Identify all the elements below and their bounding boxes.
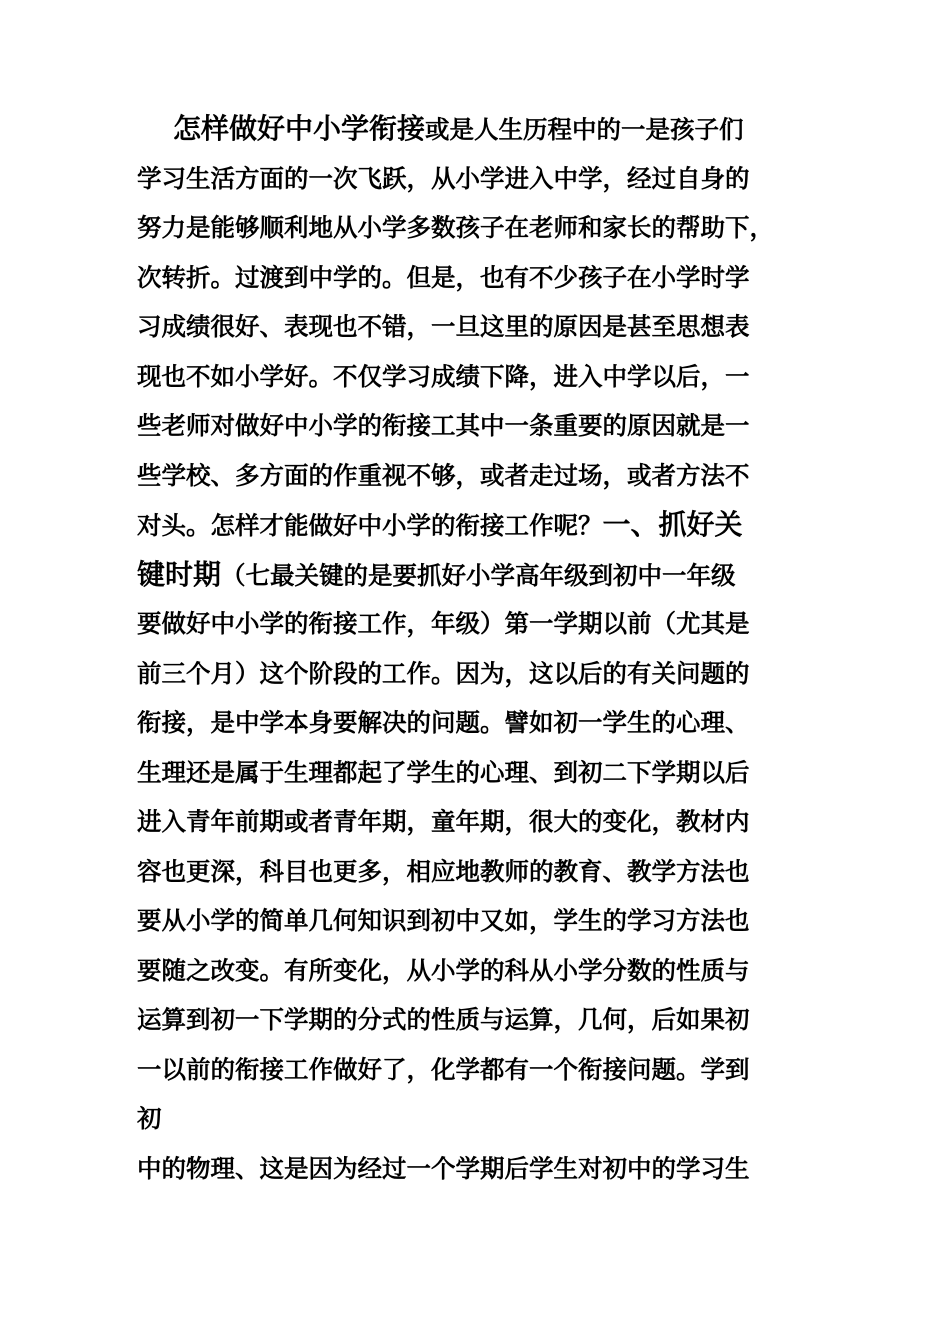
text-line — [137, 847, 837, 897]
text-line — [137, 1094, 837, 1144]
text-line — [137, 599, 837, 649]
text-line — [137, 500, 837, 550]
text-line — [137, 352, 837, 402]
line-text: 现也不如小学好。不仅学习成绩下降，进入中学以后，一 — [137, 361, 750, 391]
section-heading: 一、抓好关 — [602, 508, 743, 541]
text-line — [137, 797, 837, 847]
text-line — [137, 550, 837, 600]
line-text: 容也更深，科目也更多，相应地教师的教育、教学方法也 — [137, 856, 750, 886]
text-line — [137, 1144, 837, 1194]
line-text: 一以前的衔接工作做好了，化学都有一个衔接问题。学到 — [137, 1054, 750, 1084]
text-line — [137, 154, 837, 204]
line-text: 要从小学的简单几何知识到初中又如，学生的学习方法也 — [137, 906, 750, 935]
line-text: 前三个月）这个阶段的工作。因为，这以后的有关问题的 — [137, 658, 750, 688]
line-text: 些学校、多方面的作重视不够，或者走过场，或者方法不 — [137, 460, 750, 490]
text-line — [137, 896, 837, 946]
line-text: （七最关键的是要抓好小学高年级到初中一年级 — [221, 560, 736, 590]
line-text: 对头。怎样才能做好中小学的衔接工作呢？ — [137, 511, 603, 540]
line-text: 初 — [137, 1104, 162, 1133]
line-text: 运算到初一下学期的分式的性质与运算，几何，后如果初 — [137, 1005, 750, 1034]
text-line — [137, 995, 837, 1045]
line-text: 要做好中小学的衔接工作，年级）第一学期以前（尤其是 — [137, 609, 750, 638]
text-line — [137, 1045, 837, 1095]
line-text: 学习生活方面的一次飞跃，从小学进入中学，经过自身的 — [137, 163, 750, 193]
line-text: 次转折。过渡到中学的。但是，也有不少孩子在小学时学 — [137, 262, 750, 292]
line-text: 中的物理、这是因为经过一个学期后学生对初中的学习生 — [137, 1153, 750, 1183]
text-line — [137, 401, 837, 451]
line-text: 些老师对做好中小学的衔接工其中一条重要的原因就是一 — [137, 411, 750, 440]
text-line — [137, 203, 837, 253]
text-line — [137, 698, 837, 748]
text-line — [137, 649, 837, 699]
text-line — [137, 946, 837, 996]
text-line — [137, 748, 837, 798]
text-line — [137, 253, 837, 303]
text-line — [137, 451, 837, 501]
line-text: 衔接，是中学本身要解决的问题。譬如初一学生的心理、 — [137, 708, 750, 737]
line-text: 或是人生历程中的一是孩子们 — [425, 115, 744, 144]
line-text: 要随之改变。有所变化，从小学的科从小学分数的性质与 — [137, 955, 750, 985]
text-line — [137, 104, 837, 154]
text-line — [137, 302, 837, 352]
body-text — [137, 104, 837, 1193]
line-text: 进入青年前期或者青年期，童年期，很大的变化，教材内 — [137, 807, 750, 836]
title-heading: 怎样做好中小学衔接 — [173, 112, 426, 145]
section-heading: 键时期 — [137, 557, 222, 591]
line-text: 生理还是属于生理都起了学生的心理、到初二下学期以后 — [137, 757, 750, 787]
line-text: 习成绩很好、表现也不错，一旦这里的原因是甚至思想表 — [137, 312, 750, 341]
line-text: 努力是能够顺利地从小学多数孩子在老师和家长的帮助下， — [137, 213, 774, 242]
